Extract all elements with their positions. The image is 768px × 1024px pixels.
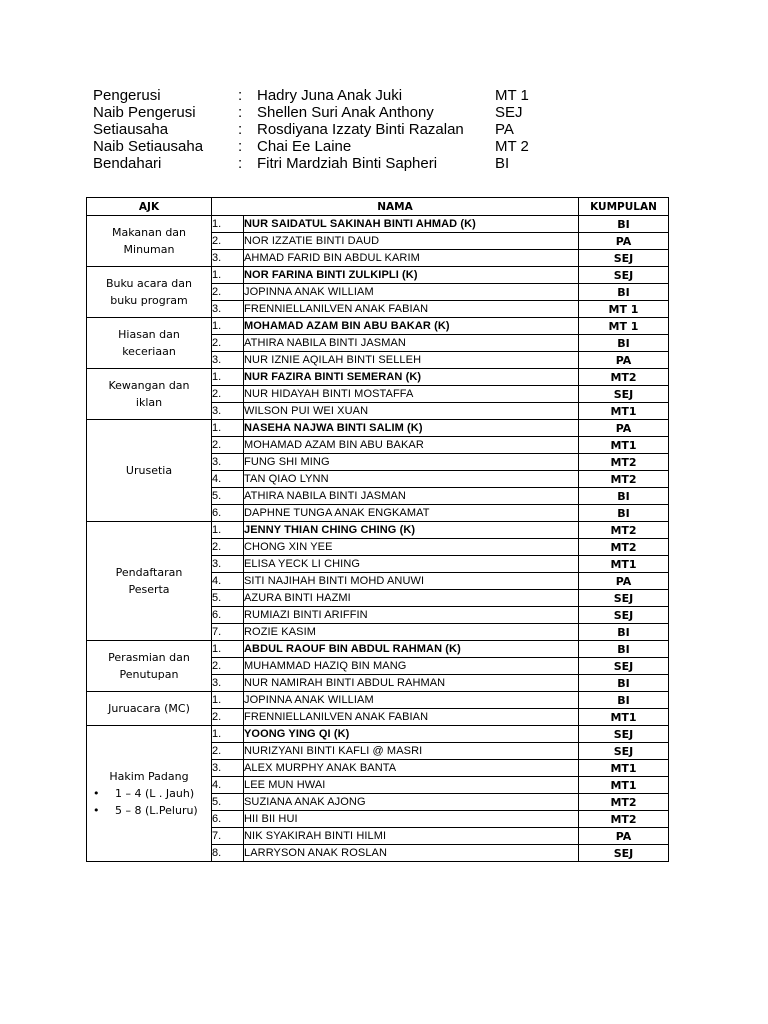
member-number: 1.: [212, 369, 244, 386]
member-name: LEE MUN HWAI: [244, 777, 579, 794]
member-number: 1.: [212, 318, 244, 335]
ajk-sub-item: • 5 – 8 (L.Peluru): [93, 802, 211, 819]
member-name: NIK SYAKIRAH BINTI HILMI: [244, 828, 579, 845]
member-number: 5.: [212, 794, 244, 811]
ajk-label: Kewangan dan iklan: [108, 379, 190, 409]
table-header-row: [87, 198, 669, 216]
member-name: ATHIRA NABILA BINTI JASMAN: [244, 335, 579, 352]
member-number: 2.: [212, 233, 244, 250]
ajk-label: Urusetia: [125, 464, 173, 477]
member-group: MT 1: [579, 318, 669, 335]
member-group: MT1: [579, 437, 669, 454]
member-group: MT1: [579, 760, 669, 777]
officer-name: Hadry Juna Anak Juki: [257, 87, 403, 104]
member-number: 7.: [212, 828, 244, 845]
ajk-sub-item: • 1 – 4 (L . Jauh): [93, 785, 211, 802]
member-group: MT2: [579, 539, 669, 556]
table-row: [87, 641, 669, 658]
member-number: 3.: [212, 403, 244, 420]
member-group: BI: [579, 641, 669, 658]
member-group: MT1: [579, 777, 669, 794]
member-name: NASEHA NAJWA BINTI SALIM (K): [244, 420, 579, 437]
member-number: 3.: [212, 556, 244, 573]
member-name: HII BII HUI: [244, 811, 579, 828]
member-name: ATHIRA NABILA BINTI JASMAN: [244, 488, 579, 505]
member-group: MT1: [579, 403, 669, 420]
member-number: 1.: [212, 522, 244, 539]
member-name: CHONG XIN YEE: [244, 539, 579, 556]
member-number: 3.: [212, 454, 244, 471]
member-group: MT1: [579, 556, 669, 573]
ajk-cell: [87, 522, 212, 641]
member-name: LARRYSON ANAK ROSLAN: [244, 845, 579, 862]
ajk-label: Juruacara (MC): [108, 702, 190, 715]
member-group: SEJ: [579, 386, 669, 403]
officer-group: SEJ: [495, 104, 523, 121]
member-group: PA: [579, 233, 669, 250]
member-group: PA: [579, 573, 669, 590]
officer-row: [93, 138, 553, 155]
table-row: [87, 369, 669, 386]
member-group: BI: [579, 284, 669, 301]
member-name: FRENNIELLANILVEN ANAK FABIAN: [244, 709, 579, 726]
member-name: NUR FAZIRA BINTI SEMERAN (K): [244, 369, 579, 386]
officer-name: Rosdiyana Izzaty Binti Razalan: [257, 121, 464, 138]
table-row: [87, 267, 669, 284]
officer-colon: :: [238, 104, 243, 121]
member-name: SUZIANA ANAK AJONG: [244, 794, 579, 811]
officer-group: BI: [495, 155, 510, 172]
ajk-label: Buku acara dan buku program: [105, 277, 192, 307]
member-group: SEJ: [579, 726, 669, 743]
member-name: NURIZYANI BINTI KAFLI @ MASRI: [244, 743, 579, 760]
member-number: 2.: [212, 284, 244, 301]
member-name: NOR IZZATIE BINTI DAUD: [244, 233, 579, 250]
member-number: 3.: [212, 301, 244, 318]
member-group: BI: [579, 692, 669, 709]
officer-name: Chai Ee Laine: [257, 138, 352, 155]
member-number: 5.: [212, 590, 244, 607]
member-group: BI: [579, 505, 669, 522]
member-group: BI: [579, 624, 669, 641]
member-name: MOHAMAD AZAM BIN ABU BAKAR (K): [244, 318, 579, 335]
officer-role: Naib Setiausaha: [93, 138, 204, 155]
member-number: 2.: [212, 709, 244, 726]
member-group: SEJ: [579, 658, 669, 675]
officer-row: [93, 87, 553, 104]
member-group: BI: [579, 335, 669, 352]
member-name: RUMIAZI BINTI ARIFFIN: [244, 607, 579, 624]
officer-group: PA: [495, 121, 514, 138]
member-number: 6.: [212, 811, 244, 828]
member-group: MT2: [579, 522, 669, 539]
table-row: [87, 318, 669, 335]
member-name: NOR FARINA BINTI ZULKIPLI (K): [244, 267, 579, 284]
member-name: TAN QIAO LYNN: [244, 471, 579, 488]
member-number: 5.: [212, 488, 244, 505]
member-number: 1.: [212, 692, 244, 709]
officer-role: Naib Pengerusi: [93, 104, 196, 121]
header-ajk: AJK: [87, 198, 212, 216]
ajk-cell: [87, 641, 212, 692]
member-number: 3.: [212, 675, 244, 692]
member-group: SEJ: [579, 250, 669, 267]
officers-list: [93, 87, 553, 172]
officer-row: [93, 155, 553, 172]
ajk-label: Makanan dan Minuman: [111, 226, 187, 256]
officer-colon: :: [238, 87, 243, 104]
member-name: FUNG SHI MING: [244, 454, 579, 471]
table-body: [87, 216, 669, 862]
member-number: 4.: [212, 471, 244, 488]
officer-colon: :: [238, 121, 243, 138]
officer-row: [93, 121, 553, 138]
member-name: ABDUL RAOUF BIN ABDUL RAHMAN (K): [244, 641, 579, 658]
officer-role: Bendahari: [93, 155, 162, 172]
member-group: SEJ: [579, 607, 669, 624]
officer-colon: :: [238, 138, 243, 155]
member-name: NUR HIDAYAH BINTI MOSTAFFA: [244, 386, 579, 403]
ajk-cell: [87, 692, 212, 726]
member-name: MUHAMMAD HAZIQ BIN MANG: [244, 658, 579, 675]
member-number: 6.: [212, 505, 244, 522]
ajk-cell: [87, 420, 212, 522]
member-group: MT2: [579, 454, 669, 471]
member-name: WILSON PUI WEI XUAN: [244, 403, 579, 420]
member-number: 1.: [212, 216, 244, 233]
member-group: SEJ: [579, 845, 669, 862]
officer-role: Setiausaha: [93, 121, 169, 138]
member-group: SEJ: [579, 743, 669, 760]
member-group: PA: [579, 420, 669, 437]
header-kumpulan: KUMPULAN: [579, 198, 669, 216]
ajk-cell: [87, 318, 212, 369]
member-name: ROZIE KASIM: [244, 624, 579, 641]
ajk-sub-list: [87, 785, 211, 819]
member-number: 4.: [212, 573, 244, 590]
member-group: BI: [579, 675, 669, 692]
member-group: PA: [579, 352, 669, 369]
member-name: FRENNIELLANILVEN ANAK FABIAN: [244, 301, 579, 318]
member-name: JENNY THIAN CHING CHING (K): [244, 522, 579, 539]
ajk-cell: [87, 216, 212, 267]
member-name: MOHAMAD AZAM BIN ABU BAKAR: [244, 437, 579, 454]
member-number: 6.: [212, 607, 244, 624]
officer-role: Pengerusi: [93, 87, 161, 104]
member-group: MT2: [579, 794, 669, 811]
member-number: 1.: [212, 420, 244, 437]
officer-name: Fitri Mardziah Binti Sapheri: [257, 155, 438, 172]
member-name: JOPINNA ANAK WILLIAM: [244, 692, 579, 709]
member-number: 4.: [212, 777, 244, 794]
member-number: 3.: [212, 352, 244, 369]
member-number: 3.: [212, 760, 244, 777]
member-group: MT2: [579, 471, 669, 488]
member-number: 2.: [212, 658, 244, 675]
member-name: AHMAD FARID BIN ABDUL KARIM: [244, 250, 579, 267]
member-number: 2.: [212, 386, 244, 403]
member-name: NUR SAIDATUL SAKINAH BINTI AHMAD (K): [244, 216, 579, 233]
member-number: 2.: [212, 539, 244, 556]
member-group: PA: [579, 828, 669, 845]
member-group: BI: [579, 216, 669, 233]
member-number: 8.: [212, 845, 244, 862]
member-number: 2.: [212, 743, 244, 760]
member-group: MT 1: [579, 301, 669, 318]
member-group: BI: [579, 488, 669, 505]
ajk-label: Hiasan dan keceriaan: [118, 328, 180, 358]
member-group: SEJ: [579, 590, 669, 607]
committee-table: [86, 197, 669, 862]
member-name: NUR NAMIRAH BINTI ABDUL RAHMAN: [244, 675, 579, 692]
ajk-cell: [87, 267, 212, 318]
ajk-label: Pendaftaran Peserta: [115, 566, 183, 596]
member-number: 2.: [212, 437, 244, 454]
officer-row: [93, 104, 553, 121]
member-number: 7.: [212, 624, 244, 641]
member-name: ALEX MURPHY ANAK BANTA: [244, 760, 579, 777]
member-group: MT1: [579, 709, 669, 726]
member-number: 1.: [212, 267, 244, 284]
member-name: ELISA YECK LI CHING: [244, 556, 579, 573]
ajk-label: Perasmian dan Penutupan: [108, 651, 190, 681]
member-name: NUR IZNIE AQILAH BINTI SELLEH: [244, 352, 579, 369]
officer-group: MT 2: [495, 138, 529, 155]
table-row: [87, 216, 669, 233]
ajk-label: Hakim Padang: [109, 770, 189, 783]
member-name: AZURA BINTI HAZMI: [244, 590, 579, 607]
member-number: 1.: [212, 726, 244, 743]
header-nama: NAMA: [212, 198, 579, 216]
member-group: MT2: [579, 369, 669, 386]
member-group: MT2: [579, 811, 669, 828]
officer-group: MT 1: [495, 87, 529, 104]
member-name: SITI NAJIHAH BINTI MOHD ANUWI: [244, 573, 579, 590]
ajk-cell: [87, 369, 212, 420]
member-number: 2.: [212, 335, 244, 352]
member-number: 3.: [212, 250, 244, 267]
officer-colon: :: [238, 155, 243, 172]
officer-name: Shellen Suri Anak Anthony: [257, 104, 434, 121]
table-row: [87, 692, 669, 709]
member-name: YOONG YING QI (K): [244, 726, 579, 743]
table-row: [87, 420, 669, 437]
member-group: SEJ: [579, 267, 669, 284]
table-row: [87, 726, 669, 743]
member-name: JOPINNA ANAK WILLIAM: [244, 284, 579, 301]
table-row: [87, 522, 669, 539]
ajk-cell: [87, 726, 212, 862]
member-number: 1.: [212, 641, 244, 658]
member-name: DAPHNE TUNGA ANAK ENGKAMAT: [244, 505, 579, 522]
